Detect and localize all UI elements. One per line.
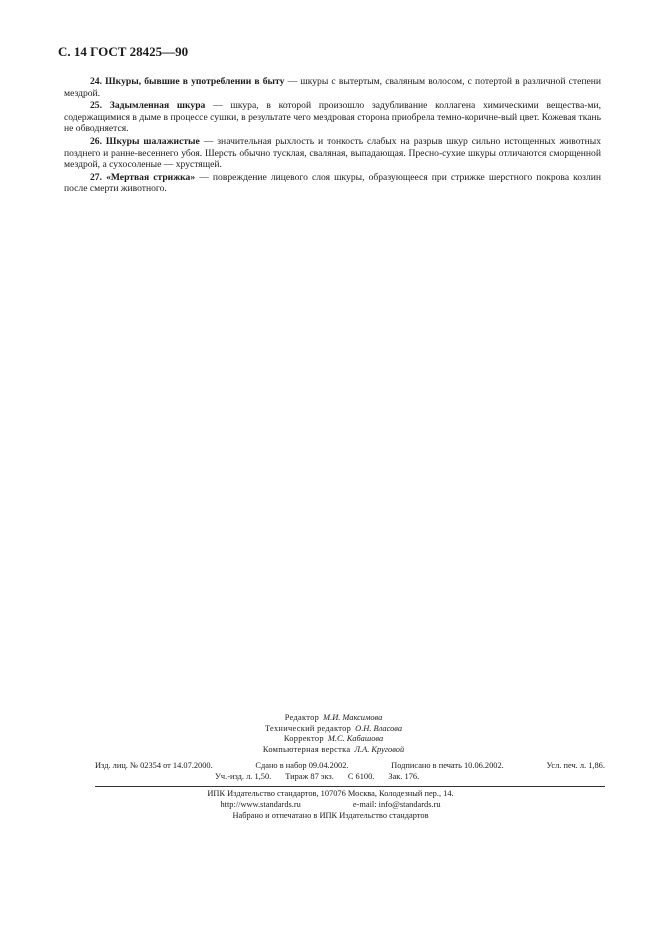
printed-by: Набрано и отпечатано в ИПК Издательство стандартов: [232, 810, 429, 820]
definition: — шкура, в которой произошло задубливание коллагена химическими вещества-ми, содержащимися в дыме в процессе сушки, в результате чего мездровая сторона приобрела темно-коричне-вый цвет. Кожевая ткань не обводняется.: [64, 100, 601, 135]
term: 27. «Мертвая стрижка»: [90, 171, 196, 183]
credit-tech-editor: Технический редактор О.Н. Власова: [264, 723, 403, 733]
definition: — повреждение лицевого слоя шкуры, образующееся при стрижке шерстного покрова козлин после смерти животного.: [64, 171, 601, 195]
edit-sheets: Уч.-изд. л. 1,50.: [215, 771, 272, 781]
credits-block: [0, 713, 661, 755]
publisher-website: http://www.standards.ru: [220, 799, 301, 809]
order-number: Зак. 176.: [388, 771, 420, 781]
article-24: [64, 76, 601, 99]
article-25: [64, 100, 601, 135]
imprint-row-1: [95, 761, 605, 772]
print-sheets: Усл. печ. л. 1,86.: [546, 761, 605, 770]
copies: Тираж 87 экз.: [285, 771, 334, 781]
order-c: С 6100.: [347, 771, 375, 781]
article-26: [64, 136, 601, 171]
page-header: С. 14 ГОСТ 28425—90: [58, 44, 189, 59]
credit-proofreader: Корректор М.С. Кабашова: [283, 734, 384, 743]
typeset-date: Сдано в набор 09.04.2002.: [255, 761, 349, 770]
imprint-row-2: [95, 772, 605, 783]
term: 25. Задымленная шкура: [90, 100, 206, 112]
credit-layout: Компьютерная верстка Л.А. Круговой: [262, 744, 405, 754]
credit-editor: Редактор М.И. Максимова: [284, 713, 383, 722]
license-number: Изд. лиц. № 02354 от 14.07.2000.: [95, 761, 213, 770]
articles-section: [64, 76, 601, 196]
definition: — шкуры с вытертым, сваляным волосом, с потертой в различной степени мездрой.: [64, 76, 601, 99]
imprint-block: [95, 761, 605, 782]
term: 24. Шкуры, бывшие в употреблении в быту: [90, 76, 285, 87]
publisher-email: e-mail: info@standards.ru: [352, 799, 441, 809]
signed-date: Подписано в печать 10.06.2002.: [391, 761, 504, 770]
term: 26. Шкуры шалажистые: [90, 135, 200, 147]
definition: — значительная рыхлость и тонкость слабых на разрыв шкур сильно истощенных животных позднего и ранне-весеннего убоя. Шерсть обычно тусклая, сваляная, выпадающая. Пресно-сухие шкуры отличаются сморщенной мездрой, а сухосоленые — хрустящей.: [64, 135, 602, 171]
publisher-contacts: [0, 800, 661, 811]
article-27: [64, 172, 601, 195]
divider: [95, 786, 605, 787]
publisher-block: [0, 789, 661, 821]
publisher-address: ИПК Издательство стандартов, 107076 Москва, Колодезный пер., 14.: [207, 789, 454, 798]
